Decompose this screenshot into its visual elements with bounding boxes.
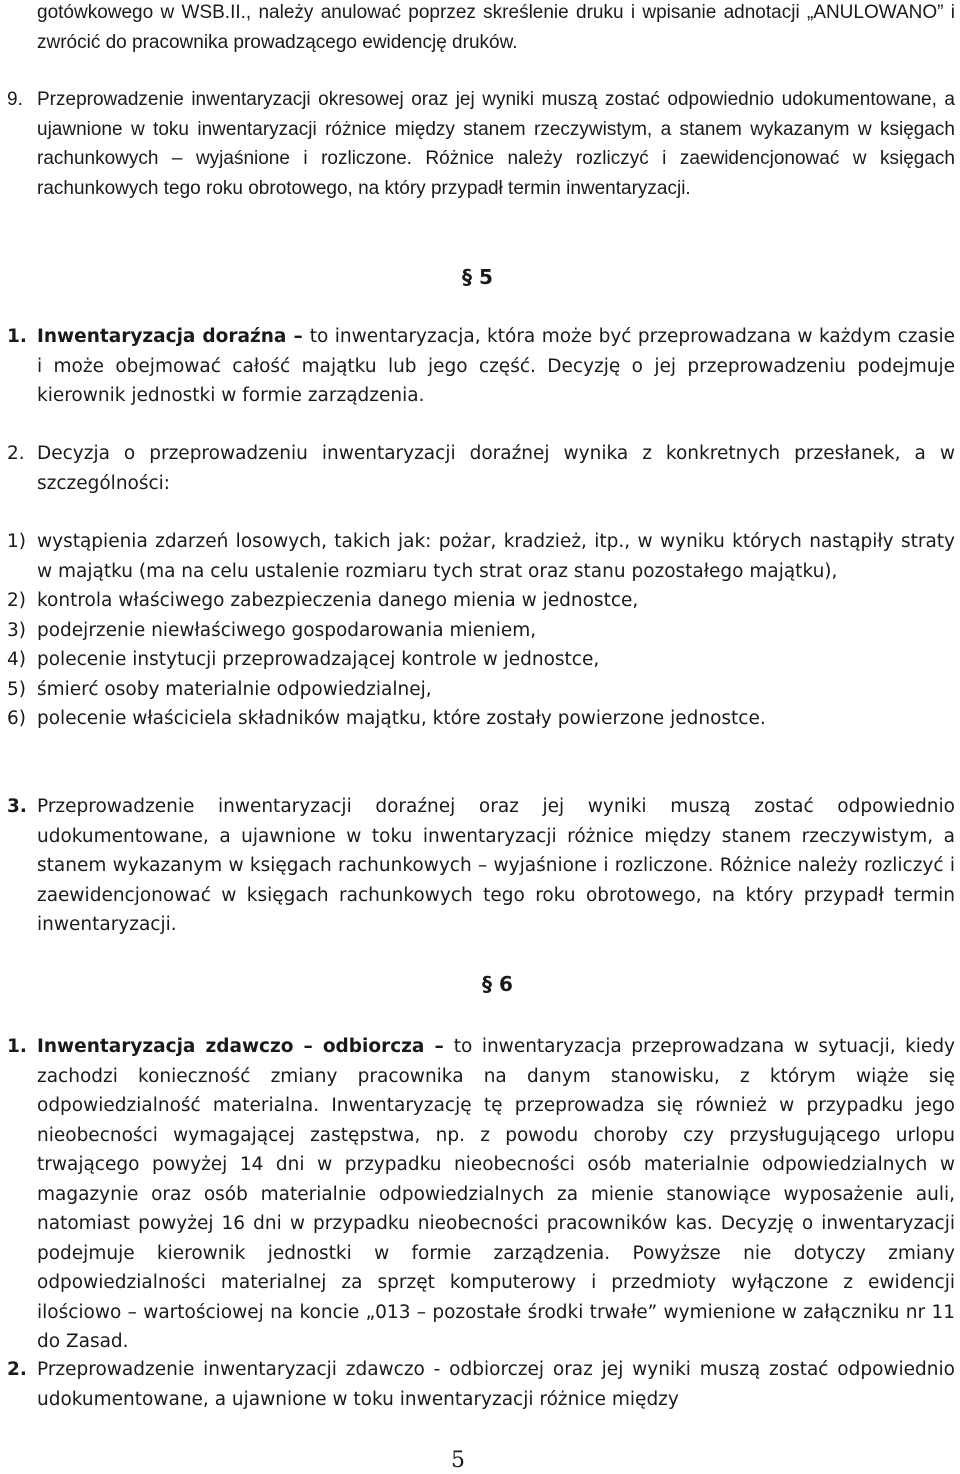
list-item: [7, 616, 955, 646]
list-item-number: 2): [7, 590, 26, 611]
intro-text: gotówkowego w WSB.II., należy anulować poprzez skreślenie druku i wpisanie adnotacji „ANULOWANO” i zwrócić do pracownika prowadzącego ewidencję druków.: [37, 2, 955, 53]
list-item-text: polecenie instytucji przeprowadzającej kontrole w jednostce,: [37, 649, 600, 670]
list-item-text: kontrola właściwego zabezpieczenia danego mienia w jednostce,: [37, 590, 639, 611]
list-item-number: 3): [7, 619, 26, 641]
list-item-number: 1): [7, 531, 26, 552]
list-item-text: wystąpienia zdarzeń losowych, takich jak: pożar, kradzież, itp., w wyniku których nastąpiły straty w majątku (ma na celu ustalenie rozmiaru tych strat oraz stanu pozostałego majątku),: [37, 531, 955, 582]
paragraph-number: 1.: [7, 326, 27, 347]
list-item-text: podejrzenie niewłaściwego gospodarowania mieniem,: [37, 619, 537, 641]
term-bold: Inwentaryzacja doraźna: [37, 326, 287, 347]
paragraph-text: Decyzja o przeprowadzeniu inwentaryzacji doraźnej wynika z konkretnych przesłanek, a w szczególności:: [37, 443, 955, 494]
list-item-number: 4): [7, 649, 26, 670]
paragraph-number: 2.: [7, 1359, 27, 1380]
term-dash: –: [424, 1036, 454, 1057]
list-item: [7, 704, 955, 734]
section-6-paragraph-2: [7, 1355, 955, 1414]
term-bold: Inwentaryzacja zdawczo – odbiorcza: [37, 1036, 425, 1057]
section-6-heading: § 6: [482, 972, 513, 996]
list-item: [7, 586, 955, 616]
section-5-heading: § 5: [462, 265, 493, 289]
paragraph-number: 2.: [7, 443, 25, 464]
section-5-paragraph-1: [7, 322, 955, 411]
page-number: 5: [451, 1448, 465, 1473]
list-item-text: polecenie właściciela składników majątku, które zostały powierzone jednostce.: [37, 708, 766, 729]
list-item-text: śmierć osoby materialnie odpowiedzialnej,: [37, 678, 432, 700]
section-5-paragraph-3: [7, 792, 955, 940]
intro-paragraph: [37, 0, 955, 57]
paragraph-number: 3.: [7, 796, 27, 817]
list-item-number: 5): [7, 678, 26, 700]
paragraph-text: to inwentaryzacja przeprowadzana w sytuacji, kiedy zachodzi konieczność zmiany pracownika na danym stanowisku, z którym wiąże się odpowiedzialność materialna. Inwentaryzację tę przeprowadza się również w przypadku jego nieobecności wymagającej zastępstwa, np. z powodu choroby czy przysługującego urlopu trwającego powyżej 14 dni w przypadku nieobecności osób materialnie odpowiedzialnych w magazynie oraz osób materialnie odpowiedzialnych za mienie stanowiące wyposażenie auli, natomiast powyżej 16 dni w przypadku nieobecności pracowników kas. Decyzję o inwentaryzacji podejmuje kierownik jednostki w formie zarządzenia. Powyższe nie dotyczy zmiany odpowiedzialności materialnej za sprzęt komputerowy i przedmioty wyłączone z ewidencji ilościowo – wartościowej na koncie „013 – pozostałe środki trwałe” wymienione w załączniku nr 11 do Zasad.: [37, 1036, 956, 1352]
section-5-paragraph-2: [7, 439, 955, 498]
paragraph-text: to inwentaryzacja, która może być przeprowadzana w każdym czasie i może obejmować całość majątku lub jego część. Decyzję o jej przeprowadzeniu podejmuje kierownik jednostki w formie zarządzenia.: [37, 326, 955, 406]
section-6-paragraph-1: [7, 1032, 956, 1357]
list-item: [7, 527, 955, 586]
paragraph-number: 1.: [7, 1036, 27, 1057]
paragraph-text: Przeprowadzenie inwentaryzacji doraźnej oraz jej wyniki muszą zostać odpowiednio udokumentowane, a ujawnione w toku inwentaryzacji różnice między stanem rzeczywistym, a stanem wykazanym w księgach rachunkowych – wyjaśnione i rozliczone. Różnice należy rozliczyć i zaewidencjonować w księgach rachunkowych tego roku obrotowego, na który przypadł termin inwentaryzacji.: [37, 796, 955, 935]
paragraph-number: 9.: [7, 89, 23, 110]
list-item: [7, 675, 955, 705]
list-item-number: 6): [7, 708, 26, 729]
paragraph-text: Przeprowadzenie inwentaryzacji zdawczo - odbiorczej oraz jej wyniki muszą zostać odpowiednio udokumentowane, a ujawnione w toku inwentaryzacji różnice między: [37, 1359, 955, 1410]
paragraph-text: Przeprowadzenie inwentaryzacji okresowej oraz jej wyniki muszą zostać odpowiednio udokumentowane, a ujawnione w toku inwentaryzacji różnice między stanem rzeczywistym, a stanem wykazanym w księgach rachunkowych – wyjaśnione i rozliczone. Różnice należy rozliczyć i zaewidencjonować w księgach rachunkowych tego roku obrotowego, na który przypadł termin inwentaryzacji.: [37, 89, 955, 199]
list-item: [7, 645, 955, 675]
premises-list: [7, 527, 955, 734]
term-dash: –: [286, 326, 310, 347]
paragraph-9: [7, 85, 955, 203]
